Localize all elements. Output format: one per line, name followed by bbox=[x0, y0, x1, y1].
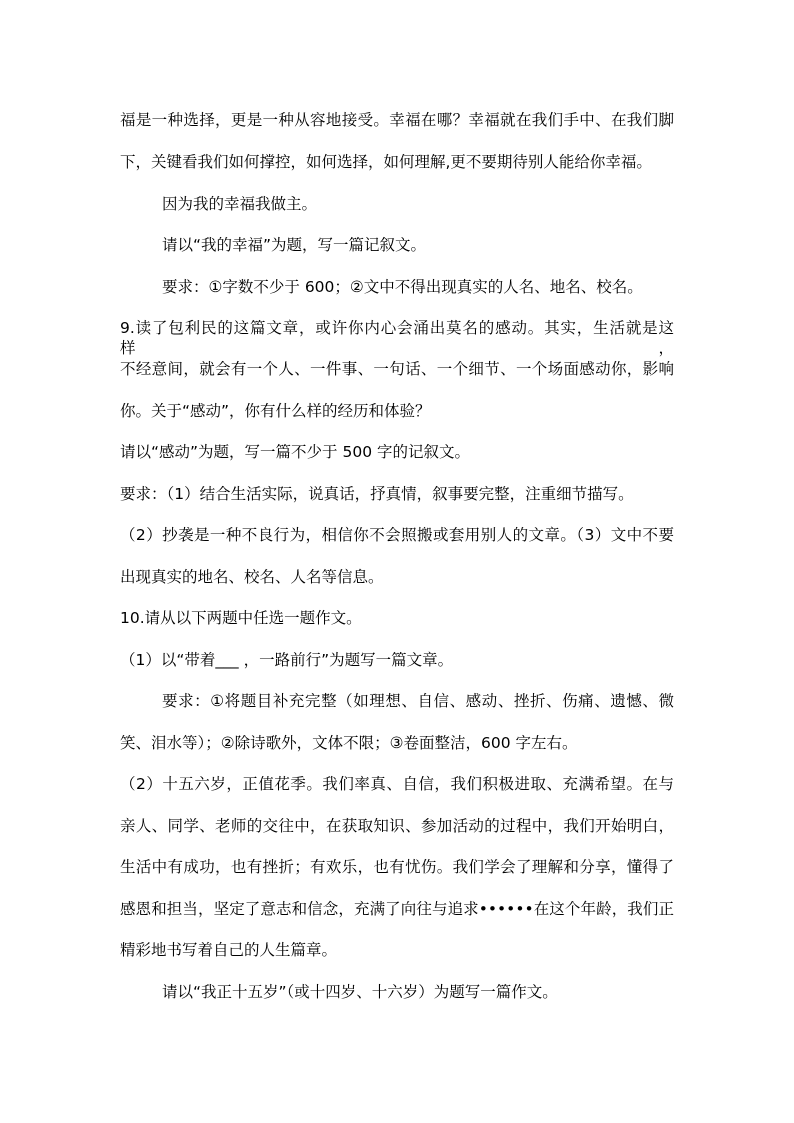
text-line: 请以“我的幸福”为题，写一篇记叙文。 bbox=[162, 236, 427, 254]
text-line: 出现真实的地名、校名、人名等信息。 bbox=[120, 568, 384, 586]
text-line: （1）以“带着___ ，一路前行”为题写一篇文章。 bbox=[120, 651, 454, 669]
text-line: 生活中有成功，也有挫折；有欢乐，也有忧伤。我们学会了理解和分享，懂得了 bbox=[120, 858, 674, 876]
text-line: （2）抄袭是一种不良行为，相信你不会照搬或套用别人的文章。（3）文中不要 bbox=[120, 526, 674, 544]
text-line: 因为我的幸福我做主。 bbox=[162, 195, 318, 213]
text-line: 要求：①将题目补充完整（如理想、自信、感动、挫折、伤痛、遗憾、微 bbox=[162, 692, 674, 710]
text-line: 请以“我正十五岁”（或十四岁、十六岁）为题写一篇作文。 bbox=[162, 983, 558, 1001]
text-line: 亲人、同学、老师的交往中，在获取知识、参加活动的过程中，我们开始明白， bbox=[120, 817, 674, 835]
text-line: 要求：（1）结合生活实际，说真话，抒真情，叙事要完整，注重细节描写。 bbox=[120, 485, 634, 503]
text-line: 要求：①字数不少于 600；②文中不得出现真实的人名、地名、校名。 bbox=[162, 278, 643, 296]
text-line: 你。关于“感动”，你有什么样的经历和体验？ bbox=[120, 402, 431, 420]
text-line: 福是一种选择，更是一种从容地接受。幸福在哪？幸福就在我们手中、在我们脚 bbox=[120, 111, 674, 129]
text-line: 不经意间，就会有一个人、一件事、一句话、一个细节、一个场面感动你，影响 bbox=[120, 360, 674, 378]
question-line: 9.读了包利民的这篇文章，或许你内心会涌出莫名的感动。其实，生活就是这样， bbox=[120, 319, 674, 357]
text-line: 请以“感动”为题，写一篇不少于 500 字的记叙文。 bbox=[120, 443, 471, 461]
question-line: 10.请从以下两题中任选一题作文。 bbox=[120, 609, 362, 627]
text-line: 感恩和担当，坚定了意志和信念，充满了向往与追求••••••在这个年龄，我们正 bbox=[120, 900, 674, 918]
text-line: 精彩地书写着自己的人生篇章。 bbox=[120, 941, 338, 959]
text-line: 下，关键看我们如何撑控，如何选择，如何理解,更不要期待别人能给你幸福。 bbox=[120, 153, 652, 171]
text-line: （2）十五六岁，正值花季。我们率真、自信，我们积极进取、充满希望。在与 bbox=[120, 775, 674, 793]
text-line: 笑、泪水等）；②除诗歌外，文体不限；③卷面整洁，600 字左右。 bbox=[120, 734, 578, 752]
